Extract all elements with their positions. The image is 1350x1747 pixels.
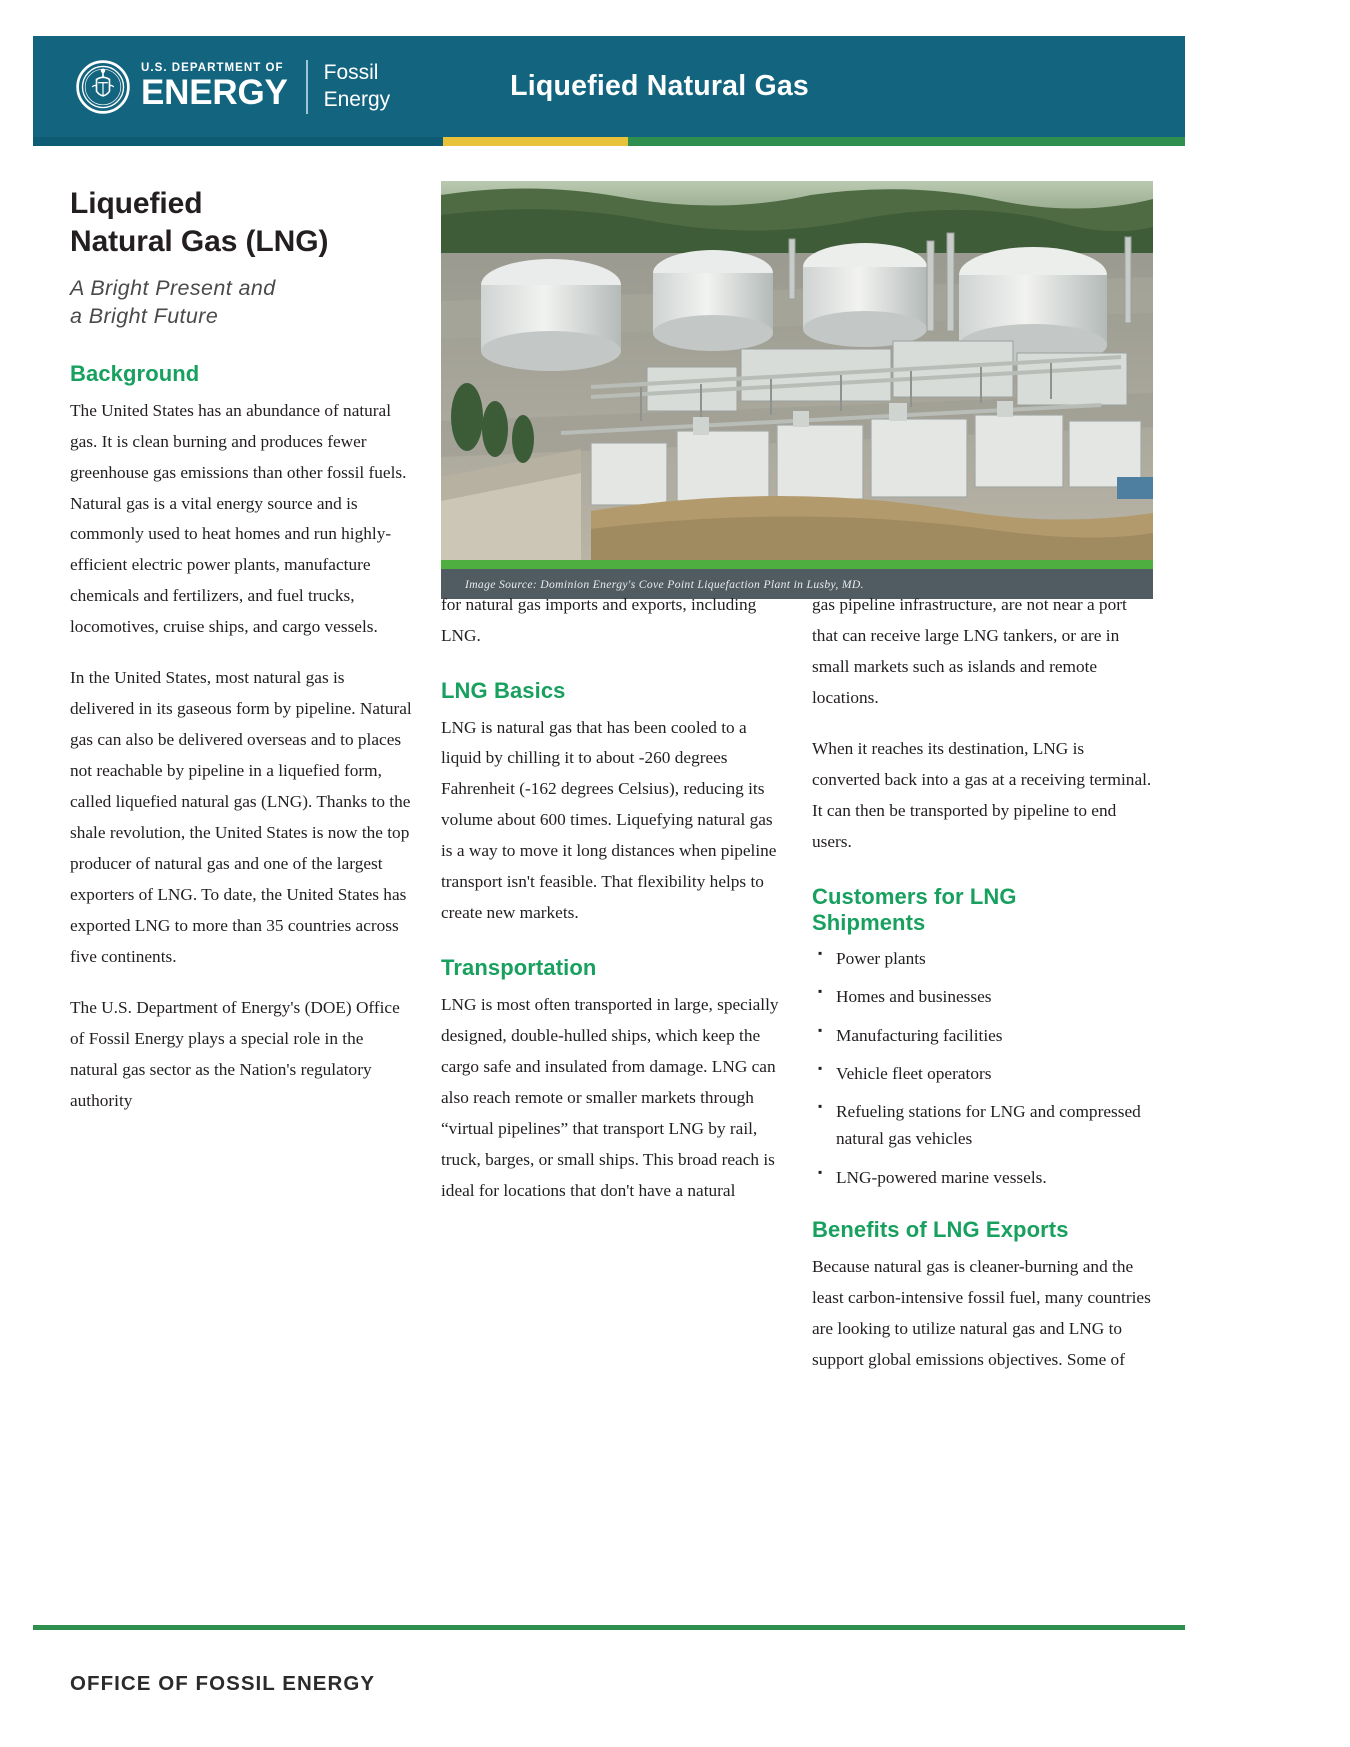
background-paragraph-2: In the United States, most natural gas is delivered in its gaseous form by pipeline. Natural gas can also be delivered overseas and to places not reachable by pipeline in a liquefied form, called liquefied natural gas (LNG). Thanks to the shale revolution, the United States is now the top producer of natural gas and one of the largest exporters of LNG. To date, the United States has exported LNG to more than 35 countries across five continents. <box>70 668 412 966</box>
logo-divider <box>306 60 308 114</box>
customers-list <box>812 945 1154 1191</box>
accent-teal <box>33 137 443 146</box>
list-item: ▪ Vehicle fleet operators <box>812 1060 1154 1087</box>
accent-green <box>628 137 1185 146</box>
photo-green-strip <box>441 560 1153 569</box>
list-item: ▪ Refueling stations for LNG and compressed natural gas vehicles <box>812 1098 1154 1153</box>
footer-rule <box>33 1625 1185 1630</box>
heading-background: Background <box>70 361 200 387</box>
doe-department-label: U.S. DEPARTMENT OF <box>141 61 284 74</box>
office-name-line2: Energy <box>323 87 391 111</box>
left-column <box>70 185 412 1137</box>
list-item: ▪ Manufacturing facilities <box>812 1022 1154 1049</box>
office-name-line1: Fossil <box>323 61 379 85</box>
heading-customers-line1: Customers for LNG <box>812 883 1017 909</box>
heading-transportation: Transportation <box>441 955 597 981</box>
lng-basics-paragraph-1: LNG is natural gas that has been cooled to a liquid by chilling it to about -260 degrees Fahrenheit (-162 degrees Celsius), reducing its volume about 600 times. Liquefying natural gas is a way to move it long distances when pipeline transport isn't feasible. That flexibility helps to create new markets. <box>441 717 777 923</box>
photo-caption: Image Source: Dominion Energy's Cove Point Liquefaction Plant in Lusby, MD. <box>465 577 864 591</box>
page-subtitle-line1: A Bright Present and <box>70 276 276 301</box>
page-title-line2: Natural Gas (LNG) <box>70 225 329 259</box>
doe-wordmark <box>141 63 288 111</box>
hero-photo <box>441 181 1153 561</box>
doe-energy-label: ENERGY <box>141 73 288 113</box>
lng-plant-photo <box>441 181 1153 561</box>
background-paragraph-1: The United States has an abundance of natural gas. It is clean burning and produces fewer greenhouse gas emissions than other fossil fuels. Natural gas is a vital energy source and is commonly used to heat homes and run highly-efficient electric power plants, manufacture chemicals and fertilizers, and fuel trucks, locomotives, cruise ships, and cargo vessels. <box>70 400 407 637</box>
transportation-paragraph-1-continued: gas pipeline infrastructure, are not near a port that can receive large LNG tankers, or are in small markets such as islands and remote locations. <box>812 595 1127 707</box>
accent-gold <box>443 137 628 146</box>
list-item: ▪ Homes and businesses <box>812 983 1154 1010</box>
heading-customers-line2: Shipments <box>812 910 926 936</box>
list-item: ▪ LNG-powered marine vessels. <box>812 1164 1154 1191</box>
heading-customers <box>812 884 1154 937</box>
heading-lng-basics: LNG Basics <box>441 677 566 703</box>
transportation-paragraph-2: When it reaches its destination, LNG is converted back into a gas at a receiving terminal. It can then be transported by pipeline to end users. <box>812 738 1152 851</box>
office-name <box>324 60 391 113</box>
page-header <box>33 36 1185 137</box>
page-subtitle <box>70 275 412 331</box>
header-accent-bar <box>33 137 1185 146</box>
page-subtitle-line2: a Bright Future <box>70 304 219 329</box>
benefits-paragraph-1: Because natural gas is cleaner-burning and the least carbon-intensive fossil fuel, many countries are looking to utilize natural gas and LNG to support global emissions objectives. Some of <box>812 1256 1151 1369</box>
middle-column <box>441 590 781 1226</box>
doe-logo <box>76 60 390 114</box>
doe-seal-icon <box>76 60 130 114</box>
background-paragraph-3-continued: for natural gas imports and exports, including LNG. <box>441 595 757 645</box>
lng-plant-illustration <box>441 181 1153 561</box>
background-paragraph-3: The U.S. Department of Energy's (DOE) Office of Fossil Energy plays a special role in the natural gas sector as the Nation's regulatory authority <box>70 997 400 1110</box>
header-title: Liquefied Natural Gas <box>510 70 809 102</box>
list-item: ▪ Power plants <box>812 945 1154 972</box>
footer-office-label: OFFICE OF FOSSIL ENERGY <box>70 1672 376 1695</box>
page-title <box>70 185 412 261</box>
page-title-line1: Liquefied <box>70 187 203 220</box>
right-column <box>812 590 1154 1396</box>
heading-benefits: Benefits of LNG Exports <box>812 1217 1069 1243</box>
transportation-paragraph-1: LNG is most often transported in large, specially designed, double-hulled ships, which keep the cargo safe and insulated from damage. LNG can also reach remote or smaller markets through “virtual pipelines” that transport LNG by rail, truck, barges, or small ships. This broad reach is ideal for locations that don't have a natural <box>441 994 779 1200</box>
